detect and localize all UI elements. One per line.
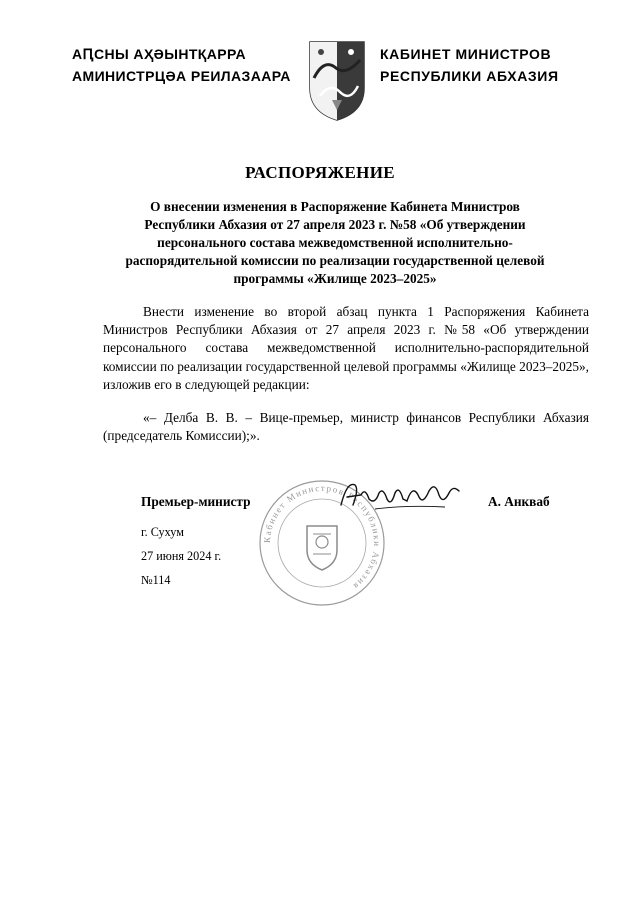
- document-number: №114: [141, 573, 171, 587]
- seal-text: Кабинет Министров Республики Абхазия: [261, 482, 383, 593]
- header-left-line2: АМИНИСТРЦӘА РЕИЛАЗААРА: [72, 68, 291, 84]
- body-paragraph-2: «– Делба В. В. – Вице-премьер, министр финансов Республики Абхазия (председатель Комиссии);».: [103, 410, 589, 444]
- signatory-role: Премьер-министр: [141, 494, 251, 509]
- document-title: РАСПОРЯЖЕНИЕ: [245, 163, 395, 182]
- header-right-line2: РЕСПУБЛИКИ АБХАЗИЯ: [380, 68, 559, 84]
- issue-city: г. Сухум: [141, 525, 184, 539]
- signatory-name: А. Анкваб: [488, 494, 550, 509]
- issue-date: 27 июня 2024 г.: [141, 549, 222, 563]
- handwritten-signature-icon: [335, 475, 465, 515]
- document-subject: О внесении изменения в Распоряжение Кабинета Министров Республики Абхазия от 27 апреля 2023 г. №58 «Об утверждении персонального состава межведомственной исполнительно-распорядительной комиссии по реализации государственной целевой программы «Жилище 2023–2025»: [125, 199, 545, 286]
- coat-of-arms-icon: [306, 38, 368, 122]
- header-right-title: [380, 43, 580, 87]
- header-right-line1: КАБИНЕТ МИНИСТРОВ: [380, 46, 552, 62]
- header-left-line1: АԤСНЫ АҲӘЫНТҚАРРА: [72, 46, 247, 62]
- body-paragraph-1: Внести изменение во второй абзац пункта 1 Распоряжения Кабинета Министров Республики Абхазия от 27 апреля 2023 г. №58 «Об утверждении персонального состава межведомственной исполнительно-распорядительной комиссии по реализации государственной целевой программы «Жилище 2023–2025», изложив его в следующей редакции:: [103, 304, 589, 392]
- header-left-title: [72, 43, 292, 87]
